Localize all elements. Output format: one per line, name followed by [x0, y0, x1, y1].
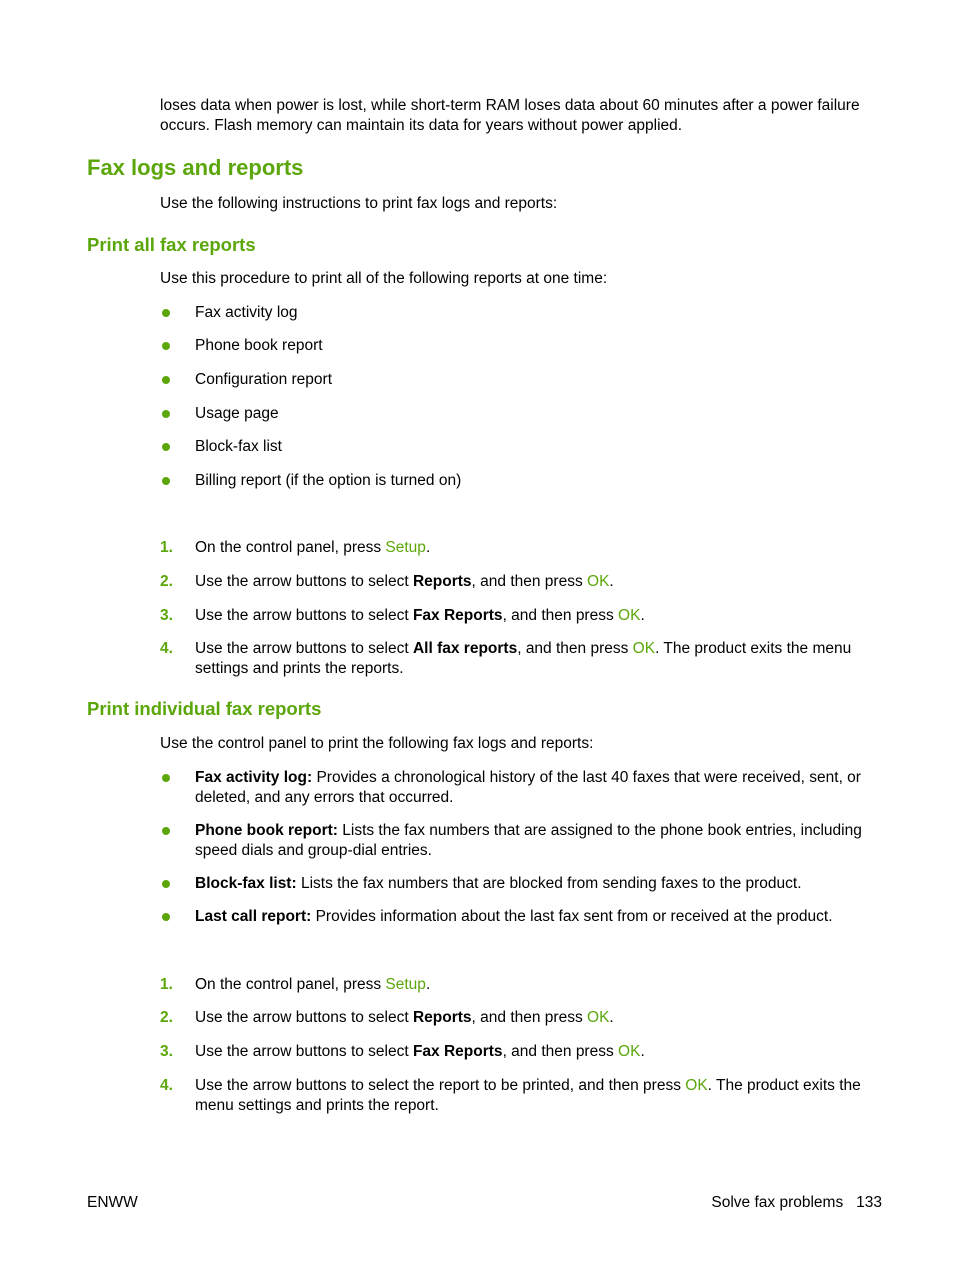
bullet-icon — [162, 443, 170, 451]
bullet-icon — [162, 477, 170, 485]
list-item-text: Configuration report — [195, 371, 332, 388]
bullet-icon — [162, 913, 170, 921]
list-item-text: Fax activity log — [195, 304, 298, 321]
step-text: Use the arrow buttons to select Reports, and then press OK. — [195, 1009, 614, 1026]
list-item-text: Usage page — [195, 405, 279, 422]
step-number: 1. — [160, 539, 173, 556]
step-number: 3. — [160, 1043, 173, 1060]
list-item-text: Phone book report — [195, 337, 323, 354]
step-text: Use the arrow buttons to select Fax Reports, and then press OK. — [195, 1043, 645, 1060]
page-number: 133 — [856, 1194, 882, 1211]
step-number: 4. — [160, 640, 173, 657]
step-number: 4. — [160, 1077, 173, 1094]
step-number: 3. — [160, 607, 173, 624]
ok-key: OK — [587, 573, 610, 590]
individual-reports-title: Print individual fax reports — [87, 698, 322, 719]
bullet-icon — [162, 827, 170, 835]
list-item-text: Last call report: Provides information about the last fax sent from or received at the product. — [195, 908, 833, 925]
step-number: 2. — [160, 1009, 173, 1026]
list-item-text: Phone book report: Lists the fax numbers that are assigned to the phone book entries, including speed dials and group-dial entries. — [195, 822, 862, 859]
individual-reports-intro: Use the control panel to print the following fax logs and reports: — [160, 735, 594, 752]
footer-publisher: ENWW — [87, 1194, 138, 1211]
step-text: Use the arrow buttons to select Reports, and then press OK. — [195, 573, 614, 590]
all-reports-intro: Use this procedure to print all of the following reports at one time: — [160, 270, 608, 287]
section-title: Fax logs and reports — [87, 155, 304, 180]
bullet-icon — [162, 410, 170, 418]
intro-paragraph: loses data when power is lost, while short-term RAM loses data about 60 minutes after a power failure occurs. Flash memory can maintain its data for years without power applied. — [160, 97, 860, 134]
ok-key: OK — [618, 607, 641, 624]
step-text: On the control panel, press Setup. — [195, 539, 431, 556]
footer-section: Solve fax problems — [711, 1194, 844, 1211]
list-item-text: Fax activity log: Provides a chronological history of the last 40 faxes that were received, sent, or deleted, and any errors that occurred. — [195, 769, 861, 806]
all-reports-title: Print all fax reports — [87, 234, 256, 255]
step-text: On the control panel, press Setup. — [195, 976, 431, 993]
ok-key: OK — [587, 1009, 610, 1026]
list-item-text: Block-fax list — [195, 438, 282, 455]
ok-key: OK — [618, 1043, 641, 1060]
step-text: Use the arrow buttons to select Fax Reports, and then press OK. — [195, 607, 645, 624]
step-text: Use the arrow buttons to select the report to be printed, and then press OK. The product exits the menu settings and prints the report. — [195, 1077, 861, 1114]
bullet-icon — [162, 774, 170, 782]
bullet-icon — [162, 880, 170, 888]
bullet-icon — [162, 376, 170, 384]
step-number: 1. — [160, 976, 173, 993]
ok-key: OK — [685, 1077, 708, 1094]
list-item-text: Billing report (if the option is turned on) — [195, 472, 462, 489]
ok-key: OK — [632, 640, 656, 657]
section-intro: Use the following instructions to print fax logs and reports: — [160, 195, 558, 212]
bullet-icon — [162, 342, 170, 350]
bullet-icon — [162, 309, 170, 317]
setup-key: Setup — [385, 976, 426, 993]
step-text: Use the arrow buttons to select All fax reports, and then press OK. The product exits the menu settings and prints the reports. — [195, 640, 852, 677]
step-number: 2. — [160, 573, 173, 590]
footer-page-info — [711, 1193, 882, 1213]
setup-key: Setup — [385, 539, 426, 556]
list-item-text: Block-fax list: Lists the fax numbers that are blocked from sending faxes to the product. — [195, 875, 802, 892]
